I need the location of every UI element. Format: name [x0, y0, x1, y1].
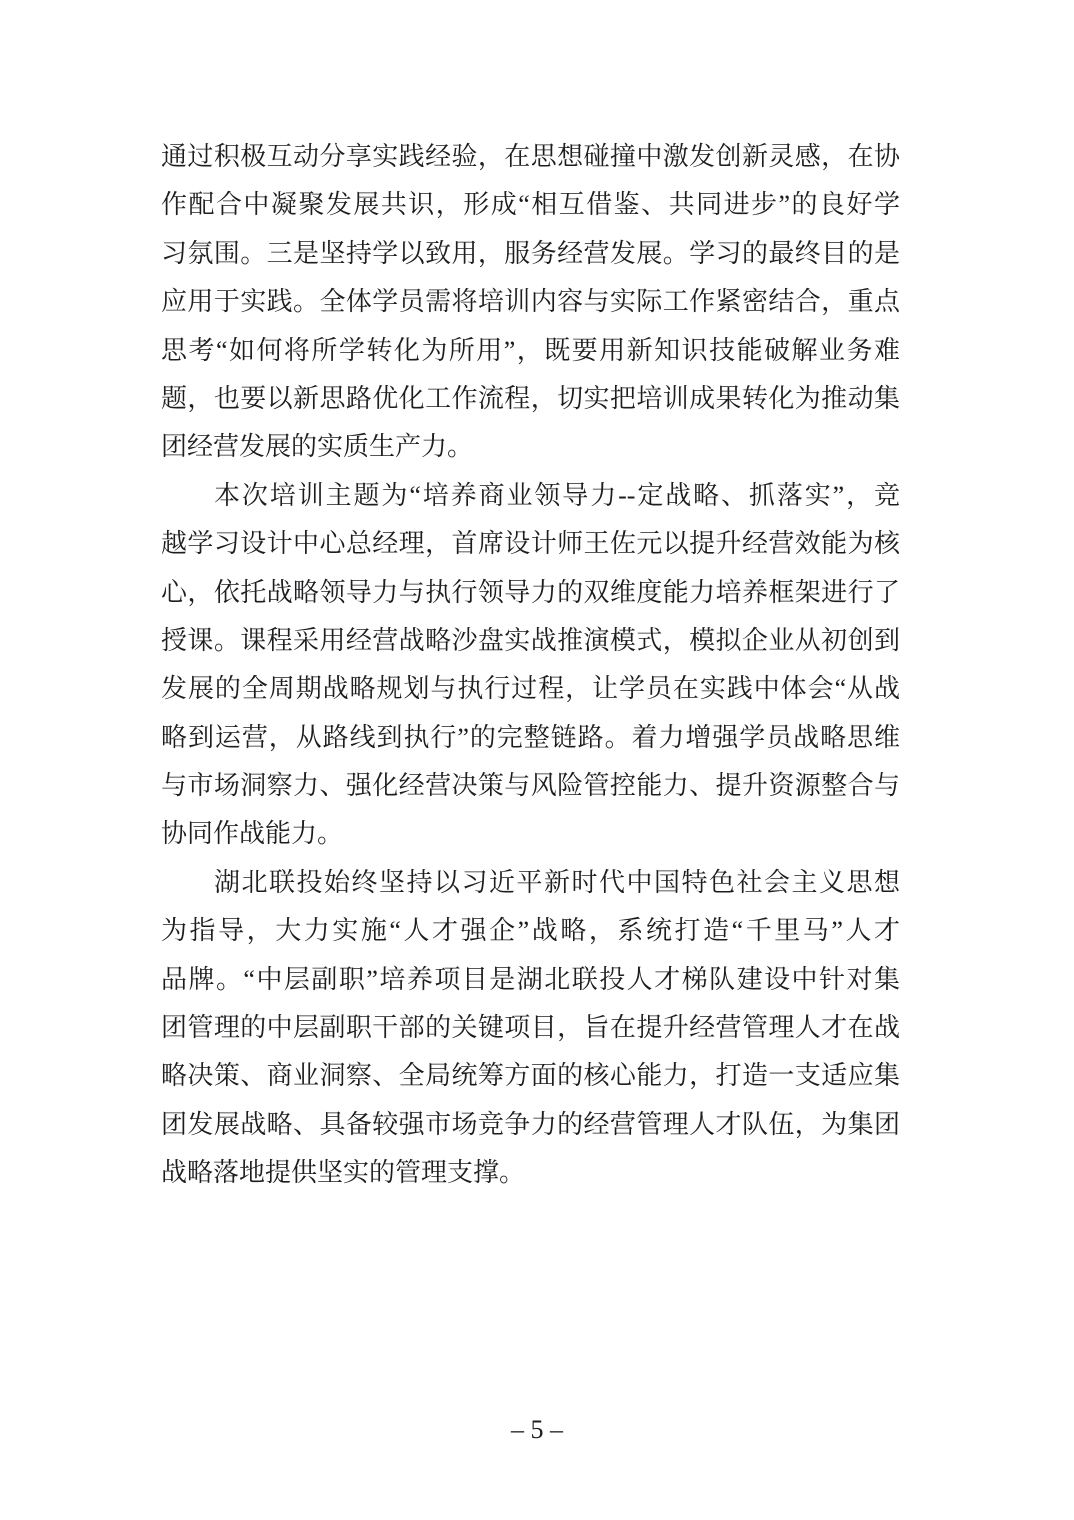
text-line: 湖北联投始终坚持以习近平新时代中国特色社会主义思想 — [214, 867, 900, 897]
text-line: 发展的全周期战略规划与执行过程，让学员在实践中体会“从战 — [161, 674, 900, 704]
text-line: 品牌。“中层副职”培养项目是湖北联投人才梯队建设中针对集 — [161, 964, 900, 994]
page-number: – 5 – — [511, 1415, 563, 1444]
text-line: 协同作战能力。 — [161, 819, 344, 849]
text-line: 授课。课程采用经营战略沙盘实战推演模式，模拟企业从初创到 — [161, 625, 900, 655]
text-line: 战略落地提供坚实的管理支撑。 — [161, 1158, 526, 1188]
text-line: 应用于实践。全体学员需将培训内容与实际工作紧密结合，重点 — [161, 287, 900, 317]
paragraph-talent-strategy — [161, 859, 900, 1198]
paragraph-training-theme — [161, 472, 900, 859]
text-line: 越学习设计中心总经理，首席设计师王佐元以提升经营效能为核 — [161, 529, 900, 559]
text-line: 作配合中凝聚发展共识，形成“相互借鉴、共同进步”的良好学 — [161, 190, 900, 220]
text-line: 心，依托战略领导力与执行领导力的双维度能力培养框架进行了 — [161, 577, 900, 607]
document-body — [161, 133, 900, 1198]
text-line: 通过积极互动分享实践经验，在思想碰撞中激发创新灵感，在协 — [161, 142, 900, 171]
text-line: 习氛围。三是坚持学以致用，服务经营发展。学习的最终目的是 — [161, 238, 900, 268]
text-line: 题，也要以新思路优化工作流程，切实把培训成果转化为推动集 — [161, 383, 900, 413]
paragraph-continuation — [161, 133, 900, 472]
text-line: 为指导，大力实施“人才强企”战略，系统打造“千里马”人才 — [161, 916, 900, 946]
text-line: 与市场洞察力、强化经营决策与风险管控能力、提升资源整合与 — [161, 771, 900, 801]
text-line: 团管理的中层副职干部的关键项目，旨在提升经营管理人才在战 — [161, 1013, 900, 1043]
text-line: 本次培训主题为“培养商业领导力--定战略、抓落实”，竞 — [214, 480, 900, 510]
text-line: 思考“如何将所学转化为所用”，既要用新知识技能破解业务难 — [161, 335, 900, 365]
text-line: 略决策、商业洞察、全局统筹方面的核心能力，打造一支适应集 — [161, 1061, 900, 1091]
text-line: 团经营发展的实质生产力。 — [161, 432, 474, 462]
text-line: 团发展战略、具备较强市场竞争力的经营管理人才队伍，为集团 — [161, 1109, 900, 1139]
text-line: 略到运营，从路线到执行”的完整链路。着力增强学员战略思维 — [161, 722, 900, 752]
